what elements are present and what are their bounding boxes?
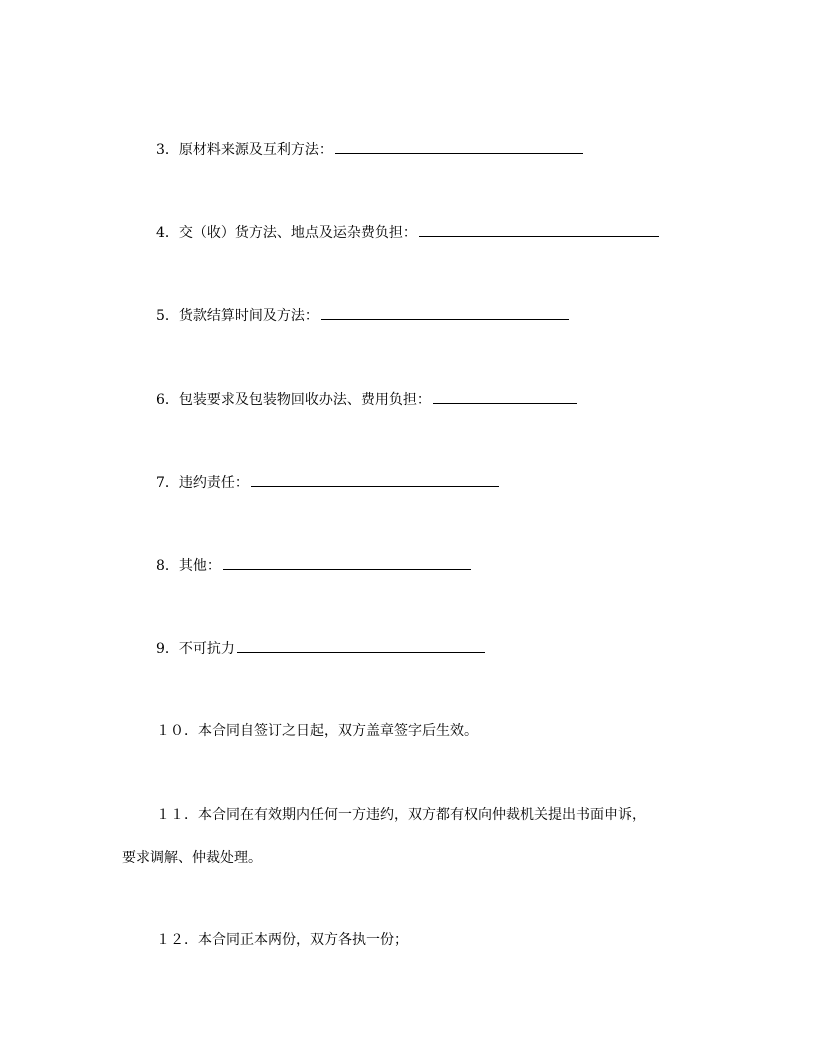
clause-text: 原材料来源及互利方法：	[178, 142, 333, 158]
clause-text: 违约责任：	[178, 475, 249, 491]
fill-in-blank[interactable]	[251, 472, 499, 487]
fill-in-blank[interactable]	[321, 305, 569, 320]
clause-12	[156, 930, 408, 950]
clause-8	[156, 555, 471, 576]
clause-text-continued: 要求调解、仲裁处理。	[122, 850, 262, 866]
clause-4	[156, 222, 659, 243]
clause-text: 货款结算时间及方法：	[178, 308, 319, 324]
clause-text: 本合同在有效期内任何一方违约，双方都有权向仲裁机关提出书面申诉，	[198, 807, 646, 823]
clause-3	[156, 139, 583, 160]
clause-11	[122, 805, 702, 868]
fill-in-blank[interactable]	[237, 638, 485, 653]
clause-number: 4．	[156, 225, 179, 241]
clause-9	[156, 638, 485, 659]
clause-10	[156, 721, 478, 741]
clause-5	[156, 305, 569, 326]
clause-number: 5．	[156, 308, 179, 324]
fill-in-blank[interactable]	[433, 389, 577, 404]
clause-number: 7．	[156, 475, 179, 491]
fill-in-blank[interactable]	[223, 555, 471, 570]
clause-text: 本合同正本两份，双方各执一份；	[198, 932, 408, 948]
clause-number: 6．	[156, 392, 179, 408]
clause-number: 3．	[156, 142, 179, 158]
clause-6	[156, 389, 577, 410]
fill-in-blank[interactable]	[419, 222, 659, 237]
clause-text: 本合同自签订之日起，双方盖章签字后生效。	[198, 723, 478, 739]
clause-number: 9．	[156, 641, 179, 657]
clause-text: 交（收）货方法、地点及运杂费负担：	[178, 225, 417, 241]
clause-text: 不可抗力	[178, 641, 235, 657]
clause-number: １０．	[156, 723, 198, 739]
clause-11-line-2	[122, 848, 702, 868]
clause-7	[156, 472, 499, 493]
clause-number: 8．	[156, 558, 179, 574]
clause-text: 包装要求及包装物回收办法、费用负担：	[178, 392, 431, 408]
clause-number: １２．	[156, 932, 198, 948]
clause-number: １１．	[156, 807, 198, 823]
clause-text: 其他：	[178, 558, 221, 574]
fill-in-blank[interactable]	[335, 139, 583, 154]
clause-11-line-1	[122, 805, 702, 825]
